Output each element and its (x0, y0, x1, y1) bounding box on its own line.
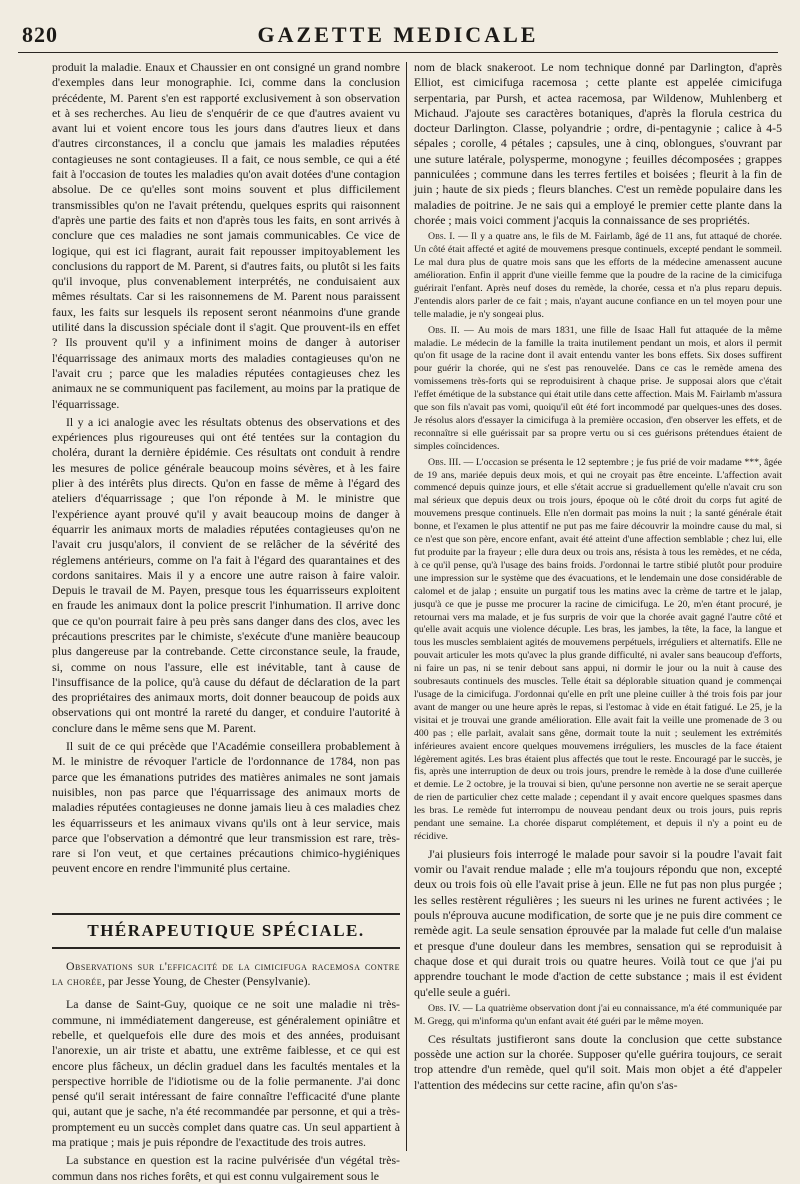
observation-label: Obs. IV. (428, 1002, 461, 1014)
observation-4 (414, 1003, 782, 1029)
article-title-author: , par Jesse Young, de Chester (Pensylvanie). (102, 974, 311, 989)
paragraph: Ces résultats justifieront sans doute la conclusion que cette substance possède une action sur la chorée. Supposer qu'elle guérira toujours, ce serait trop attendre d'un remède, quel qu'il soit. Mais mon objet a été d'appeler l'attention des médecins sur cette racine, afin qu'on s'as- (414, 1031, 782, 1092)
observation-label: Obs. I. (428, 231, 455, 243)
observation-text: — La quatrième observation dont j'ai eu connaissance, m'a été communiquée par M. Gregg, qui m'informa qu'un enfant avait été guéri par le même moyen. (414, 1002, 782, 1027)
page-number: 820 (22, 22, 58, 47)
column-divider (406, 62, 407, 1151)
right-column (414, 60, 782, 1153)
paragraph: La danse de Saint-Guy, quoique ce ne soit une maladie ni très-commune, ni immédiatement dangereuse, est généralement opiniâtre et rebelle, et quelquefois elle dure des mois et des années, produisant l'anorexie, un air triste et abattu, une extrême faiblesse, et ce qui est encore plus fâcheux, un déclin graduel dans les facultés mentales et la perspective horrible de l'idiotisme ou de la folie permanente. J'ai donc pensé qu'il serait intéressant de faire connaître l'efficacité d'une plante qui, autant que je sache, n'a été recommandée par personne, et qui a très-promptement eu un succès complet dans quatre cas. Un seul appartient à ma pratique ; mais je puis répondre de l'exactitude des trois autres. (52, 997, 400, 1149)
left-column (52, 60, 400, 1183)
observation-text: — Il y a quatre ans, le fils de M. Fairlamb, âgé de 11 ans, fut attaqué de chorée. Un côté était affecté et agité de mouvemens presque continuels, excepté pendant le sommeil. Le mal dura plus de quatre mois sans que les efforts de la médecine amenassent aucune amélioration. Enfin il apprit d'une vieille femme que la poudre de la racine de la cimicifuga guérirait l'enfant. Après neuf doses du remède, la chorée, cessa et n'a plus reparu depuis. J'entendis alors parler de ce fait ; mais, n'ayant aucune confiance en un tel moyen pour une telle maladie, je n'y songeai plus. (414, 231, 782, 320)
observation-text: — Au mois de mars 1831, une fille de Isaac Hall fut attaquée de la même maladie. Le médecin de la famille la traita inutilement pendant un mois, et alors il permit qu'on fit usage de la racine dont il avait entendu vanter les bons effets. Six doses suffirent pour guérir la chorée, qui ne s'est pas renouvelée. Dans ce cas le remède amena des vomissemens très-forts qui se reproduisirent à chaque prise. Je supposai alors que c'était l'effet émétique de la substance qui était utile dans cette affection. Mais M. Fairlamb m'assura que son fils n'avait pas vomi, quoiqu'il eût été fort incommodé par quelques-unes des doses. Je résolus alors d'essayer la cimicifuga à la première occasion, d'en observer les effets, et de reconnaître si elle guérissait par sa propre vertu ou si ces guérisons prétendues étaient de simples coïncidences. (414, 324, 782, 452)
observation-3 (414, 457, 782, 844)
observation-label: Obs. III. (428, 456, 461, 468)
paragraph: produit la maladie. Enaux et Chaussier en ont consigné un grand nombre d'exemples dans leur monographie. Ici, comme dans la conclusion précédente, M. Parent s'en est rapporté exclusivement à son observation et à ses recherches. Au lieu de s'enquérir de ce que d'autres avaient vu avant lui et voient encore tous les jours dans d'autres lieux et dans d'autres circonstances, il a conclu que jamais les maladies réputées contagieuses ne sont contagieuses. Il a fait, ce nous semble, ce qui a été fait à l'occasion de toutes les maladies qu'on avait dotées d'une contagion absolue. De ce qu'elles sont moins souvent et plus difficilement transmissibles qu'on ne l'avait prétendu, quelques esprits qui raisonnent d'après une partie des faits et non d'après tous les faits, en sont arrivés à conclure que ces maladies ne sont jamais communicables. Ce vice de logique, qui est ici flagrant, aurait fait repousser impitoyablement les conclusions du rapport de M. Parent, si d'autres faits, ou plutôt si les faits qu'il invoque, plus convenablement interprétés, ne conduisaient aux mêmes résultats. Car si les raisonnemens de M. Parent nous paraissent faux, les faits sur lesquels ils reposent seront néanmoins d'une grande utilité dans la discussion spéciale dont il s'agit. Que prouvent-ils en effet ? Ils prouvent qu'il y a infiniment moins de danger à autoriser l'équarrissage des animaux morts des maladies contagieuses qu'on ne l'avait cru ; parce que les maladies réputées contagieuses chez les animaux ne se communiquent pas facilement, au moins par la pratique de l'équarrissage. (52, 60, 400, 411)
paragraph: nom de black snakeroot. Le nom technique donné par Darlington, d'après Elliot, est cimicifuga racemosa ; cette plante est appelée cimicifuga serpentaria, par Pursh, et actea racemosa, par Wildenow, Muhlenberg et Michaud. J'ajoute ses caractères botaniques, d'après la florula cestrica du docteur Darlington. Classe, polyandrie ; ordre, di-pentagynie ; calice à 4-5 sépales ; corolle, 4 pétales ; capsules, une à cinq, oblongues, s'ouvrant par une suture latérale, polysperme, monogyne ; feuilles décomposées ; grappes panniculées ; commune dans les terres fertiles et boisées ; fleurit à la fin de juin ; haute de six pieds ; fleurs blanches. C'est un remède populaire dans les maladies de poitrine. Je ne sais qui a employé le premier cette plante dans la chorée ; mais voici comment j'acquis la connaissance de ses propriétés. (414, 60, 782, 227)
section-title: THÉRAPEUTIQUE SPÉCIALE. (87, 920, 365, 940)
paragraph: Il y a ici analogie avec les résultats obtenus des observations et des expériences plus rigoureuses qui ont été tentées sur la contagion du choléra, durant la dernière épidémie. Ces résultats ont conduit à rendre les mesures de police générale beaucoup moins sévères, et à les faire plier à des intérêts plus directs. Qu'on en fasse de même à l'égard des ateliers d'équarrissage ; que l'on réponde à M. le ministre que l'expérience ayant prouvé qu'il y avait beaucoup moins de danger à équarrir les animaux morts de maladies réputées contagieuses qu'on ne l'avait cru jusqu'alors, il convient de se relâcher de la sévérité des réglemens antérieurs, comme on l'a fait à l'égard des quarantaines et des cordons sanitaires. Mais il y a encore une autre raison à faire valoir. Depuis le travail de M. Payen, presque tous les équarrisseurs exploitent en fraude les animaux dont la police prescrit l'inhumation. Il arrive donc que ce qu'on pourrait faire à peu près sans danger dans des clos, avec les précautions prescrites par le chimiste, s'exécute d'une manière beaucoup plus dangereuse par la contrebande. Cette circonstance seule, la fraude, si, comme on nous l'assure, elle est inévitable, tant à cause de l'insuffisance de la police, qu'à cause du défaut de déclaration de la part des propriétaires des animaux morts, doit donner beaucoup de poids aux observations qui ont montré la rareté du danger, et conduire l'autorité à conclure dans le même sens que M. Parent. (52, 414, 400, 735)
observation-1 (414, 231, 782, 321)
section-heading-box (52, 913, 400, 949)
paragraph: La substance en question est la racine pulvérisée d'un végétal très-commun dans nos riches forêts, et qui est connu vulgairement sous le (52, 1153, 400, 1183)
journal-title: GAZETTE MEDICALE (257, 22, 539, 47)
page-header (18, 22, 778, 53)
observation-label: Obs. II. (428, 324, 460, 336)
article-title (52, 959, 400, 990)
paragraph: Il suit de ce qui précède que l'Académie conseillera probablement à M. le ministre de révoquer l'article de l'ordonnance de 1784, non pas parce que les émanations putrides des matières animales ne sont jamais nuisibles, non pas parce que l'équarrissage des animaux morts de maladies réputées contagieuses ne donne jamais lieu à ces maladies chez les équarrisseurs et les animaux vivans qu'ils ont à leur service, mais parce que l'observation a démontré que leur transmission est rare, très-rare si l'on veut, et que certaines précautions chimico-hygiéniques peuvent encore en rendre l'immunité plus certaine. (52, 739, 400, 876)
paragraph: J'ai plusieurs fois interrogé le malade pour savoir si la poudre l'avait fait vomir ou l'avait rendue malade ; elle m'a toujours répondu que non, excepté deux ou trois fois où elle l'avait prise à jeun. Elle ne fut pas non plus purgée ; les selles restèrent régulières ; les sueurs ni les urines ne furent activées ; le pouls n'éprouva aucune modification, de sorte que je ne puis dire comment ce remède agit. La seule sensation éprouvée par la malade fut celle d'un malaise et presque d'une douleur dans les membres, sensation qui se reproduisit à chaque dose et qui durait trois ou quatre heures. Voilà tout ce que j'ai pu apprendre touchant le mode d'action de cette substance ; mais il est évident qu'elle seule a guéri. (414, 846, 782, 999)
observation-text: — L'occasion se présenta le 12 septembre ; je fus prié de voir madame ***, âgée de 19 ans, mariée depuis deux mois, et qui ne croyait pas être enceinte. L'affection avait commencé depuis quinze jours, et elle s'était accrue si graduellement qu'elle n'avait cru son mal sérieux que depuis deux ou trois jours, époque où le côté droit du corps fut agité de mouvemens presque continuels. Elle n'en dormait pas moins la nuit ; la santé générale était bonne, et l'examen le plus attentif ne put pas me faire découvrir la moindre cause du mal, si ce n'est que son père, encore enfant, avait été atteint d'une affection semblable ; chez lui, elle fut produite par la frayeur ; elle dura deux ou trois ans, résista à tous les remèdes, et ne céda, à ce qu'il pense, qu'à l'usage des bains froids. J'ordonnai le tartre stibié plutôt pour produire une impression sur le système que des évacuations, et le lendemain une dose considérable de calomel et de jalap ; ensuite un purgatif tous les matins avec la crème de tartre et le jalap, jusqu'à ce que je pusse me procurer la racine de cimicifuga. Le 20, m'en étant procuré, je retournai vers ma malade, et je fus surpris de voir que la chorée avait gagné l'autre côté et qu'elle avait acquis une violence décuple. Les bras, les jambes, la tête, la face, la langue et tous les muscles semblaient agités de mouvemens perpétuels, irréguliers et alternatifs. Elle ne pouvait articuler les mots qu'avec la plus grande difficulté, ni avaler sans beaucoup d'efforts, ni faire un pas, ni se tenir debout sans appui, ni dormir le jour ou la nuit à cause des soubresauts continuels des muscles. Telle était sa déplorable situation quand je commençai l'usage de la cimicifuga. J'ordonnai qu'elle en prît une pleine cuiller à thé trois fois par jour avant de manger ou une heure après le repas, si l'estomac à vide en était fatigué. Le 25, je la visitai et je trouvai une grande amélioration. Elle avait fait la veille une promenade de 3 ou 400 pas ; elle parlait, avalait sans gêne, dormait toute la nuit ; seulement les extrémités inférieures avaient encore quelques mouvemens irréguliers, les muscles de la face étaient légèrement agités. Les bras étaient plus affectés que tout le reste. Encouragé par le succès, je fis, après une interruption de deux ou trois jours, prendre le remède à la dose d'une cuillerée et demie. Le 2 octobre, je la trouvai si bien, qu'une personne non avertie ne se serait aperçue de rien de particulier chez cette malade ; cependant il y avait encore quelques spasmes dans les bras. Le remède fut interrompu de nouveau pendant deux ou trois jours, puis repris pendant une semaine. La chorée disparut complétement, et depuis il n'y a point eu de récidive. (414, 456, 782, 842)
article-title-caps: Observations sur l'efficacité de la cimicifuga racemosa contre la chorée (52, 958, 400, 989)
observation-2 (414, 325, 782, 454)
